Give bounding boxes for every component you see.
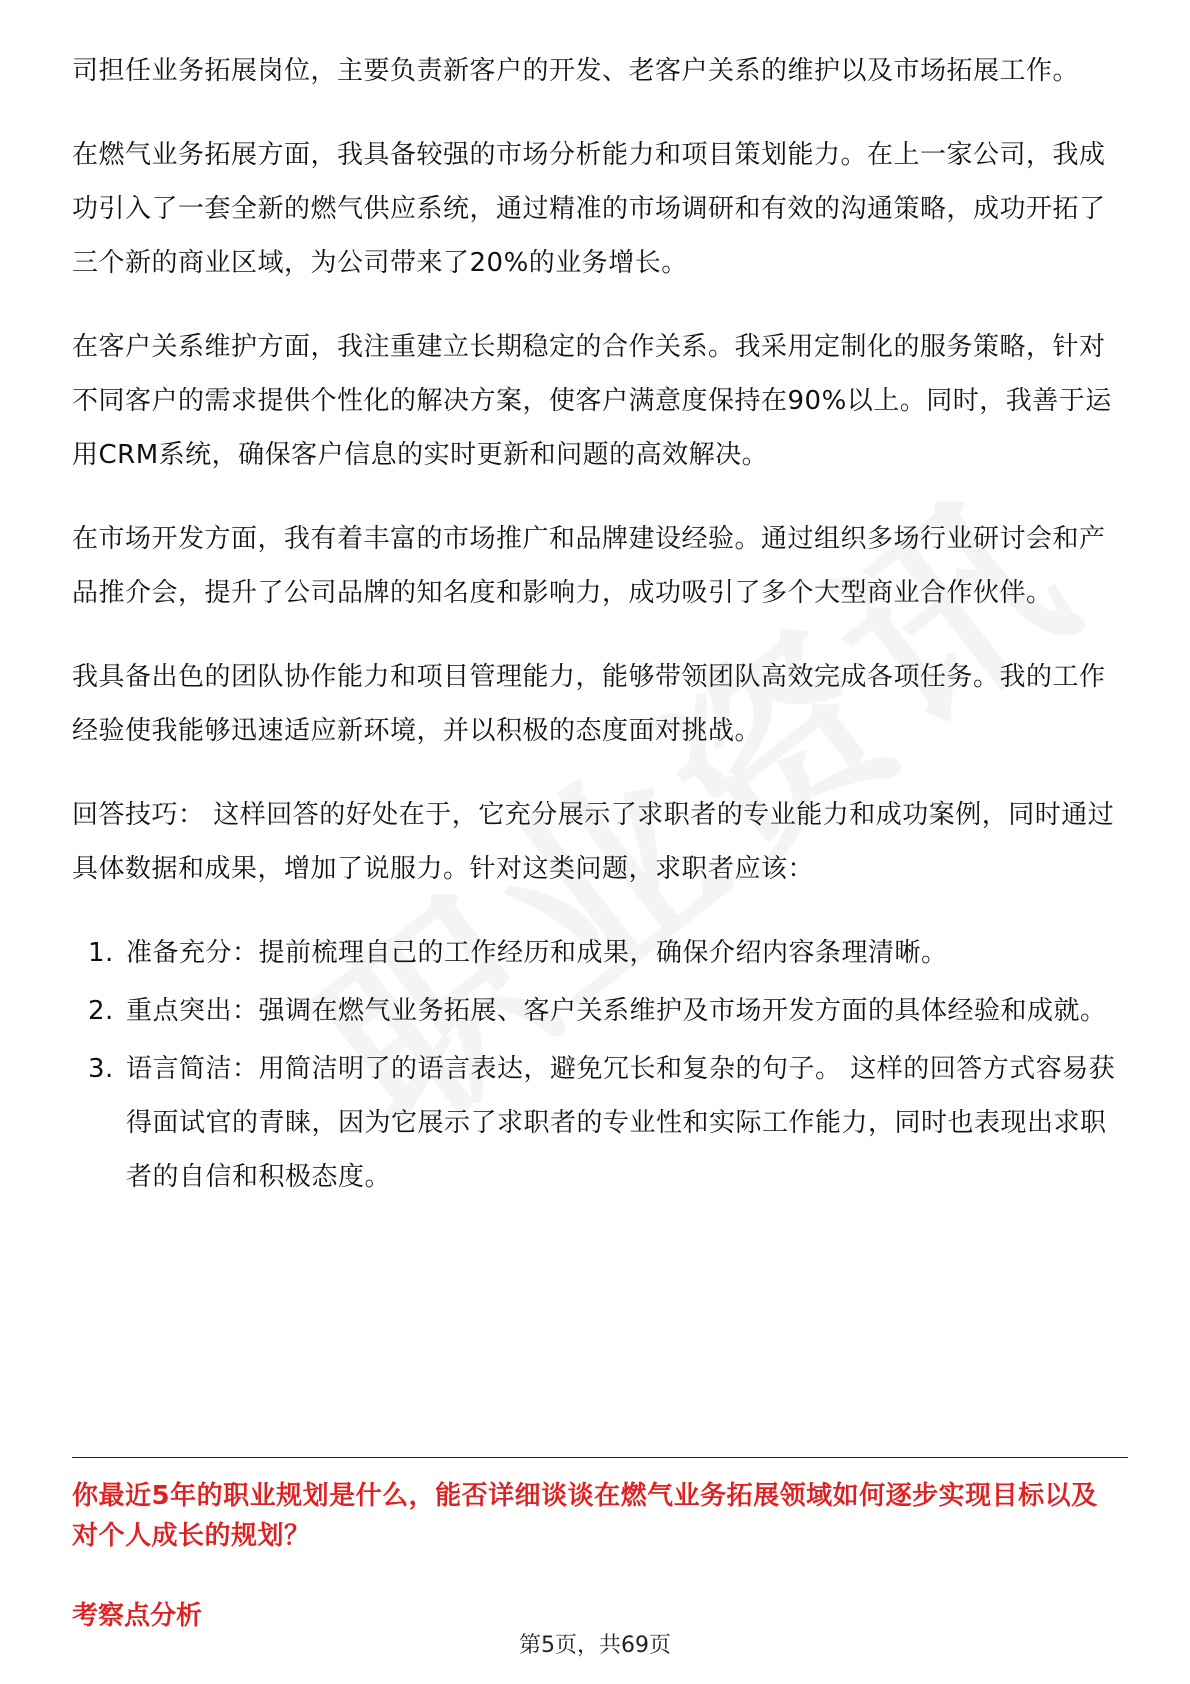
list-item (72, 926, 1122, 980)
section-title: 考察点分析 (72, 1601, 203, 1631)
paragraph-teamwork: 我具备出色的团队协作能力和项目管理能力，能够带领团队高效完成各项任务。我的工作经验使我能够迅速适应新环境，并以积极的态度面对挑战。 (72, 662, 1106, 746)
list-item (72, 984, 1122, 1038)
document-body (72, 44, 1122, 1208)
paragraph-intro-continued: 司担任业务拓展岗位，主要负责新客户的开发、老客户关系的维护以及市场拓展工作。 (72, 56, 1080, 86)
paragraph-client-relations: 在客户关系维护方面，我注重建立长期稳定的合作关系。我采用定制化的服务策略，针对不同客户的需求提供个性化的解决方案，使客户满意度保持在90%以上。同时，我善于运用CRM系统，确保客户信息的实时更新和问题的高效解决。 (72, 332, 1112, 470)
next-question-heading: 你最近5年的职业规划是什么，能否详细谈谈在燃气业务拓展领域如何逐步实现目标以及对个人成长的规划？ (72, 1481, 1098, 1551)
tips-list (72, 926, 1122, 1204)
paragraph-answer-tips: 回答技巧： 这样回答的好处在于，它充分展示了求职者的专业能力和成功案例，同时通过具体数据和成果，增加了说服力。针对这类问题，求职者应该： (72, 800, 1115, 884)
list-number: 1. (88, 938, 114, 968)
list-item-text: 准备充分：提前梳理自己的工作经历和成果，确保介绍内容条理清晰。 (126, 938, 948, 968)
section-divider (72, 1457, 1128, 1458)
paragraph-market-development: 在市场开发方面，我有着丰富的市场推广和品牌建设经验。通过组织多场行业研讨会和产品推介会，提升了公司品牌的知名度和影响力，成功吸引了多个大型商业合作伙伴。 (72, 524, 1106, 608)
list-number: 2. (88, 996, 114, 1026)
list-number: 3. (88, 1054, 114, 1084)
list-item-text: 重点突出：强调在燃气业务拓展、客户关系维护及市场开发方面的具体经验和成就。 (126, 996, 1107, 1026)
list-item-text: 语言简洁：用简洁明了的语言表达，避免冗长和复杂的句子。 这样的回答方式容易获得面试官的青睐，因为它展示了求职者的专业性和实际工作能力，同时也表现出求职者的自信和积极态度。 (126, 1054, 1116, 1192)
list-item (72, 1042, 1122, 1204)
page-number: 第5页，共69页 (519, 1633, 671, 1658)
paragraph-gas-business: 在燃气业务拓展方面，我具备较强的市场分析能力和项目策划能力。在上一家公司，我成功引入了一套全新的燃气供应系统，通过精准的市场调研和有效的沟通策略，成功开拓了三个新的商业区域，为公司带来了20%的业务增长。 (72, 140, 1106, 278)
